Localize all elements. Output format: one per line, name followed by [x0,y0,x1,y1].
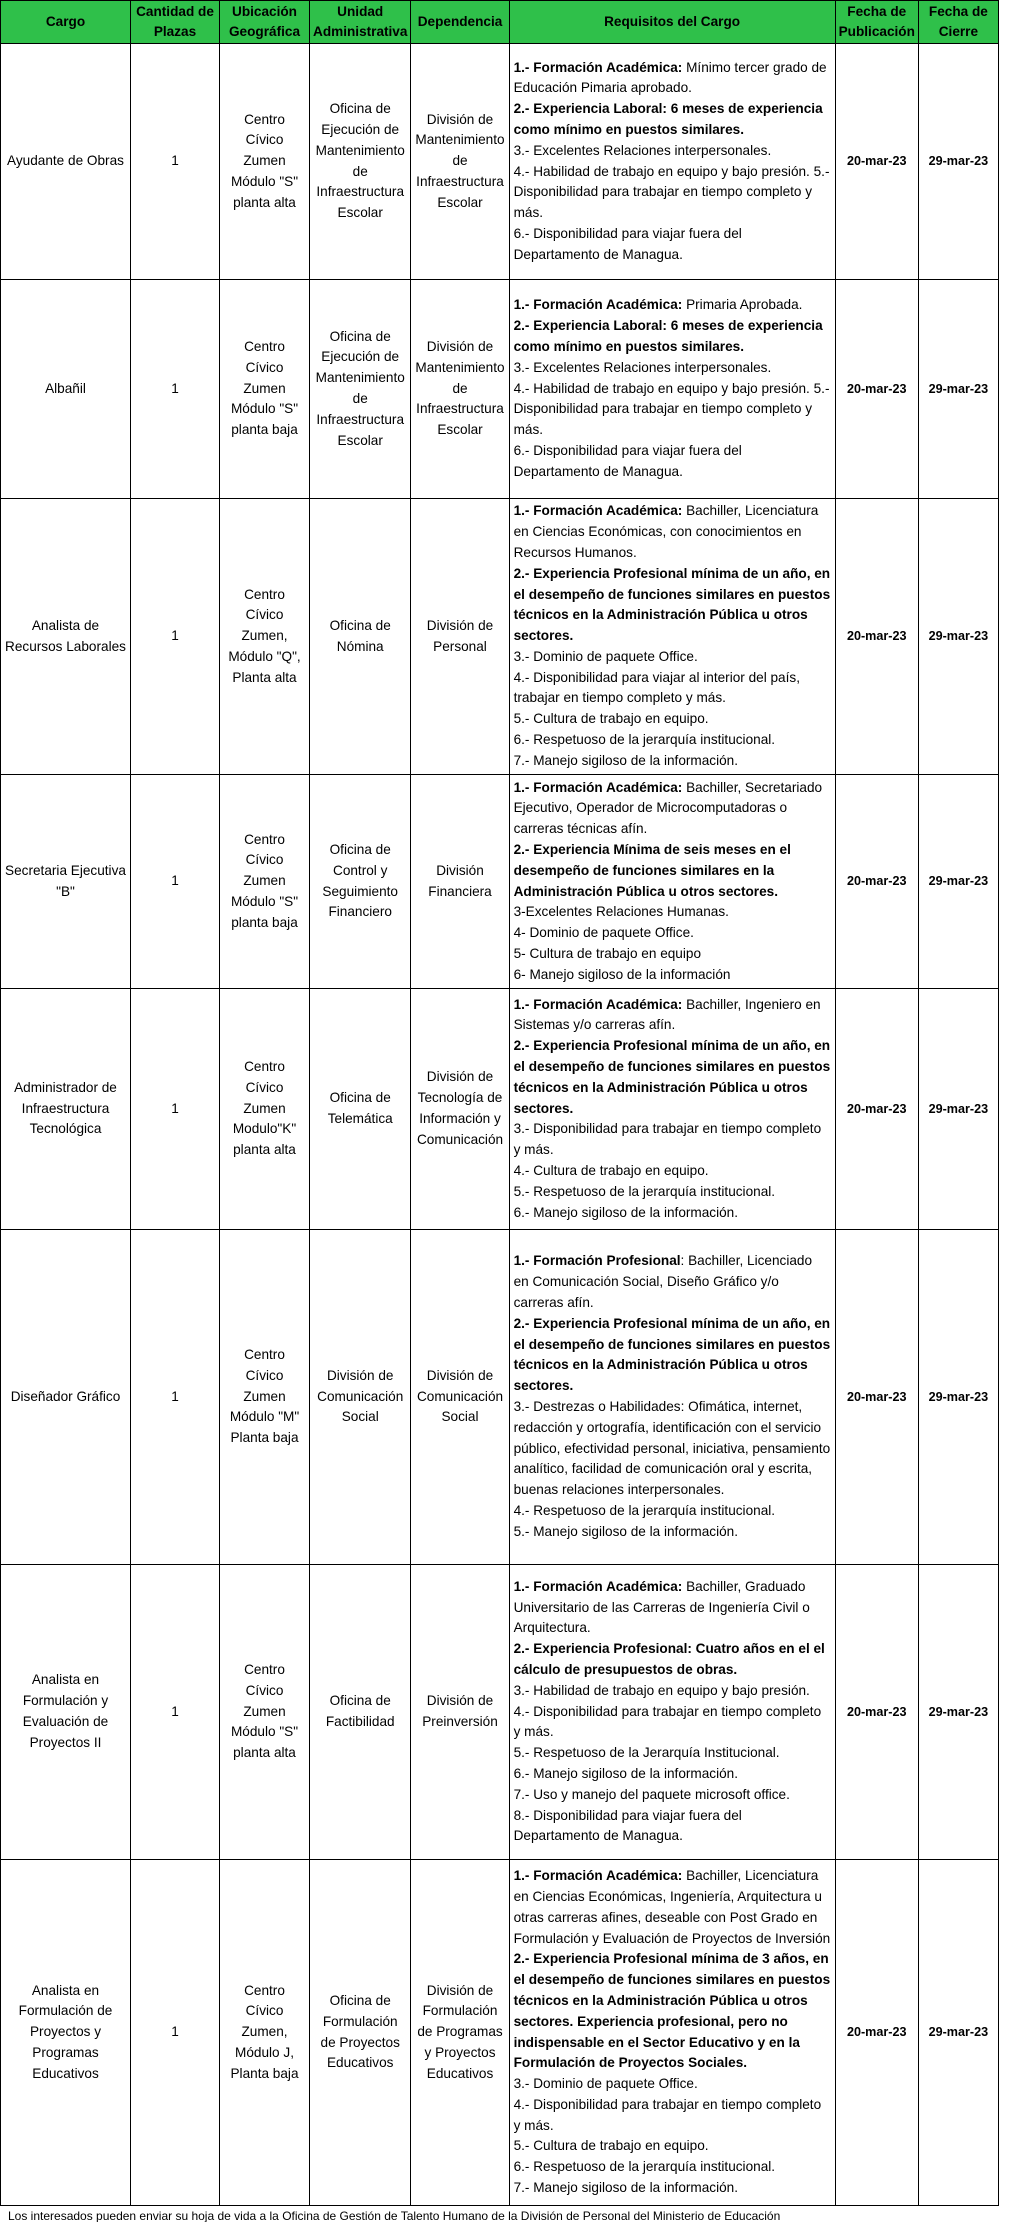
header-cargo: Cargo [1,1,131,44]
cell-cierre: 29-mar-23 [918,1230,998,1565]
header-publicacion: Fecha de Publicación [835,1,918,44]
requirement-text: Bachiller, Licenciatura en Ciencias Económicas, con conocimientos en Recursos Humanos. [513,503,819,560]
requirement-item [514,923,831,944]
requirement-item [514,141,831,162]
cell-cierre: 29-mar-23 [918,1860,998,2206]
cell-publicacion: 20-mar-23 [835,1230,918,1565]
cell-requisitos [509,775,835,989]
cell-plazas: 1 [131,1860,220,2206]
requirement-text: 3.- Excelentes Relaciones interpersonales. [513,359,772,375]
cell-cierre: 29-mar-23 [918,44,998,280]
requirement-item [514,1764,831,1785]
requirement-text: 8.- Disponibilidad para viajar fuera del Departamento de Managua. [513,1807,742,1844]
cell-plazas: 1 [131,499,220,775]
cell-dependencia: División de Preinversión [411,1565,509,1860]
cell-unidad: Oficina de Formulación de Proyectos Educativos [310,1860,411,2206]
cell-ubicacion: Centro Cívico Zumen Modulo"K" planta alta [220,989,310,1230]
requirement-heading: 2.- Experiencia Profesional mínima de un año, en el desempeño de funciones similares en puestos técnicos en la Administración Pública u otros sectores. [513,1038,831,1116]
cell-cierre: 29-mar-23 [918,280,998,499]
header-unidad: Unidad Administrativa [310,1,411,44]
table-row [1,1230,999,1565]
requirement-item [514,2178,831,2199]
cell-cargo: Ayudante de Obras [1,44,131,280]
requirement-text: 6.- Disponibilidad para viajar fuera del Departamento de Managua. [513,225,742,262]
requirement-item [514,1036,831,1119]
header-row [1,1,999,44]
requirement-item [514,316,831,358]
cell-cierre: 29-mar-23 [918,775,998,989]
requirement-item [514,995,831,1037]
cell-dependencia: División de Mantenimiento de Infraestructura Escolar [411,280,509,499]
table-row [1,1565,999,1860]
requirement-text: 6.- Manejo sigiloso de la información. [513,1765,739,1781]
footnote: Los interesados pueden enviar su hoja de vida a la Oficina de Gestión de Talento Humano de la División de Personal del Ministerio de Educación [8,2209,781,2222]
cell-cierre: 29-mar-23 [918,989,998,1230]
requirement-text: 7.- Manejo sigiloso de la información. [513,2180,739,2196]
requirement-heading: 2.- Experiencia Profesional mínima de un año, en el desempeño de funciones similares en puestos técnicos en la Administración Pública u otros sectores. [513,565,831,644]
cell-cargo: Diseñador Gráfico [1,1230,131,1565]
cell-cargo: Analista en Formulación y Evaluación de Proyectos II [1,1565,131,1860]
requirement-heading: 1.- Formación Académica: [513,59,683,75]
requirement-heading: 2.- Experiencia Mínima de seis meses en el desempeño de funciones similares en la Administración Pública u otros sectores. [513,841,791,899]
cell-dependencia: División de Personal [411,499,509,775]
cell-plazas: 1 [131,1565,220,1860]
requirement-text: 4.- Disponibilidad para viajar al interior del país, trabajar en tiempo completo y más. [513,669,800,706]
requirement-text: Primaria Aprobada. [682,297,803,313]
requirement-item [514,1182,831,1203]
requirement-item [514,778,831,840]
requirement-item [514,944,831,965]
requirement-text: 5.- Respetuoso de la Jerarquía Institucional. [513,1745,780,1761]
cell-publicacion: 20-mar-23 [835,775,918,989]
requirement-text: 6.- Respetuoso de la jerarquía institucional. [513,732,776,748]
cell-ubicacion: Centro Cívico Zumen Módulo "S" planta alta [220,44,310,280]
requirement-text: 4.- Disponibilidad para trabajar en tiempo completo y más. [513,2096,822,2133]
requirement-text: 5.- Respetuoso de la jerarquía institucional. [513,1183,776,1199]
cell-unidad: Oficina de Ejecución de Mantenimiento de Infraestructura Escolar [310,280,411,499]
cell-plazas: 1 [131,989,220,1230]
requirement-text: 4- Dominio de paquete Office. [513,925,694,941]
requirement-item [514,2095,831,2137]
requirement-text: 3.- Excelentes Relaciones interpersonales. [513,142,772,158]
requirement-item [514,1161,831,1182]
requirement-item [514,902,831,923]
requirement-heading: 2.- Experiencia Profesional mínima de un año, en el desempeño de funciones similares en puestos técnicos en la Administración Pública u otros sectores. [513,1315,831,1394]
header-ubicacion: Ubicación Geográfica [220,1,310,44]
requirement-item [514,1119,831,1161]
cell-ubicacion: Centro Cívico Zumen Módulo "S" planta baja [220,280,310,499]
requirement-item [514,379,831,441]
cell-requisitos [509,1230,835,1565]
cell-cargo: Administrador de Infraestructura Tecnológica [1,989,131,1230]
requirement-item [514,1702,831,1744]
requirement-item [514,162,831,224]
requirement-heading: 1.- Formación Académica: [513,503,683,519]
cell-dependencia: División de Tecnología de Información y Comunicación [411,989,509,1230]
requirement-item [514,1866,831,1949]
requirement-item [514,58,831,100]
requirement-text: Bachiller, Graduado Universitario de las Carreras de Ingeniería Civil o Arquitectura. [513,1578,810,1636]
table-row [1,280,999,499]
requirement-text: 4.- Respetuoso de la jerarquía institucional. [513,1502,776,1518]
requirement-text: 4.- Cultura de trabajo en equipo. [513,1162,709,1178]
requirement-text: 6- Manejo sigiloso de la información [513,966,731,982]
cell-unidad: Oficina de Control y Seguimiento Financiero [310,775,411,989]
cell-dependencia: División de Comunicación Social [411,1230,509,1565]
requirement-item [514,224,831,266]
requirement-item [514,1785,831,1806]
requirement-text: 5- Cultura de trabajo en equipo [513,945,702,961]
requirement-item [514,1577,831,1639]
cell-cierre: 29-mar-23 [918,499,998,775]
cell-publicacion: 20-mar-23 [835,280,918,499]
cell-requisitos [509,499,835,775]
cell-requisitos [509,44,835,280]
requirement-heading: 2.- Experiencia Profesional mínima de 3 años, en el desempeño de funciones similares en puestos técnicos en la Administración Pública u otros sectores. Experiencia profesional, pero no indispensable en el Sector Educativo y en la Formulación de Proyectos Sociales. [513,1951,831,2071]
header-dependencia: Dependencia [411,1,509,44]
requirement-item [514,840,831,902]
requirement-text: 7.- Uso y manejo del paquete microsoft office. [513,1786,790,1802]
requirement-item [514,2157,831,2178]
requirement-item [514,730,831,751]
cell-plazas: 1 [131,1230,220,1565]
requirement-text: 4.- Habilidad de trabajo en equipo y bajo presión. 5.- Disponibilidad para trabajar en tiempo completo y más. [513,163,830,221]
cell-plazas: 1 [131,44,220,280]
cell-ubicacion: Centro Cívico Zumen, Módulo J, Planta baja [220,1860,310,2206]
requirement-item [514,1522,831,1543]
requirement-text: 5.- Cultura de trabajo en equipo. [513,711,709,727]
requirement-item [514,501,831,563]
cell-cargo: Secretaria Ejecutiva "B" [1,775,131,989]
requirement-item [514,295,831,316]
cell-unidad: Oficina de Ejecución de Mantenimiento de Infraestructura Escolar [310,44,411,280]
cell-cargo: Albañil [1,280,131,499]
cell-dependencia: División Financiera [411,775,509,989]
header-plazas: Cantidad de Plazas [131,1,220,44]
cell-dependencia: División de Mantenimiento de Infraestructura Escolar [411,44,509,280]
requirement-item [514,1397,831,1501]
requirement-heading: 2.- Experiencia Laboral: 6 meses de experiencia como mínimo en puestos similares. [513,318,823,354]
cell-publicacion: 20-mar-23 [835,989,918,1230]
requirement-item [514,358,831,379]
requirement-text: 3.- Dominio de paquete Office. [513,2076,698,2092]
requirement-item [514,1501,831,1522]
header-cierre: Fecha de Cierre [918,1,998,44]
requirement-text: 6.- Manejo sigiloso de la información. [513,1204,739,1220]
requirement-heading: 1.- Formación Académica: [513,1868,683,1884]
header-requisitos: Requisitos del Cargo [509,1,835,44]
requirement-text: 6.- Respetuoso de la jerarquía institucional. [513,2159,776,2175]
requirement-item [514,668,831,710]
requirement-heading: 1.- Formación Académica: [513,996,683,1012]
cell-plazas: 1 [131,280,220,499]
cell-cargo: Analista en Formulación de Proyectos y Programas Educativos [1,1860,131,2206]
requirement-text: Bachiller, Ingeniero en Sistemas y/o carreras afín. [513,996,821,1033]
cell-requisitos [509,1860,835,2206]
requirement-item [514,1949,831,2074]
requirement-text: 5.- Cultura de trabajo en equipo. [513,2138,709,2154]
table-row [1,775,999,989]
requirement-text: 5.- Manejo sigiloso de la información. [513,1523,739,1539]
requirement-text: Bachiller, Licenciatura en Ciencias Económicas, Ingeniería, Arquitectura u otras carreras afines, deseable con Post Grado en Formulación y Evaluación de Proyectos de Inversión [513,1868,831,1946]
table-row [1,1860,999,2206]
requirement-heading: 1.- Formación Académica: [513,297,683,313]
requirement-item [514,965,831,986]
requirement-text: 6.- Disponibilidad para viajar fuera del Departamento de Managua. [513,442,742,479]
requirement-item [514,564,831,647]
cell-ubicacion: Centro Cívico Zumen, Módulo "Q", Planta alta [220,499,310,775]
cell-unidad: Oficina de Nómina [310,499,411,775]
requirement-item [514,1743,831,1764]
cell-cargo: Analista de Recursos Laborales [1,499,131,775]
cell-plazas: 1 [131,775,220,989]
requirement-heading: 2.- Experiencia Profesional: Cuatro años en el el cálculo de presupuestos de obras. [513,1641,825,1677]
cell-ubicacion: Centro Cívico Zumen Módulo "S" planta baja [220,775,310,989]
requirement-item [514,1203,831,1224]
cell-dependencia: División de Formulación de Programas y Proyectos Educativos [411,1860,509,2206]
cell-publicacion: 20-mar-23 [835,499,918,775]
requirement-heading: 1.- Formación Académica: [513,1578,683,1594]
requirement-text: 4.- Disponibilidad para trabajar en tiempo completo y más. [513,1703,822,1740]
table-row [1,989,999,1230]
cell-unidad: Oficina de Factibilidad [310,1565,411,1860]
requirement-item [514,2074,831,2095]
requirement-text: 4.- Habilidad de trabajo en equipo y bajo presión. 5.- Disponibilidad para trabajar en tiempo completo y más. [513,380,830,438]
requirement-text: : Bachiller, Licenciado en Comunicación Social, Diseño Gráfico y/o carreras afín. [513,1253,813,1311]
cell-ubicacion: Centro Cívico Zumen Módulo "S" planta alta [220,1565,310,1860]
requirement-item [514,751,831,772]
requirement-heading: 1.- Formación Profesional [513,1253,681,1269]
requirement-heading: 2.- Experiencia Laboral: 6 meses de experiencia como mínimo en puestos similares. [513,101,823,137]
requirement-item [514,1806,831,1848]
requirement-text: 3.- Destrezas o Habilidades: Ofimática, internet, redacción y ortografía, identificación con el servicio público, efectividad personal, iniciativa, pensamiento analítico, facilidad de comunicación oral y escrita, buenas relaciones interpersonales. [513,1399,831,1498]
requirement-text: 3.- Dominio de paquete Office. [513,648,698,664]
cell-publicacion: 20-mar-23 [835,44,918,280]
cell-ubicacion: Centro Cívico Zumen Módulo "M" Planta baja [220,1230,310,1565]
requirement-text: 3.- Disponibilidad para trabajar en tiempo completo y más. [513,1121,822,1158]
requirement-text: Bachiller, Secretariado Ejecutivo, Operador de Microcomputadoras o carreras técnicas afín. [513,779,823,837]
requirement-item [514,1681,831,1702]
requirement-heading: 1.- Formación Académica: [513,779,683,795]
requirement-item [514,1639,831,1681]
cell-publicacion: 20-mar-23 [835,1860,918,2206]
requirement-item [514,709,831,730]
requirement-text: 3.- Habilidad de trabajo en equipo y bajo presión. [513,1682,810,1698]
requirement-text: Mínimo tercer grado de Educación Pimaria aprobado. [513,59,827,96]
cell-publicacion: 20-mar-23 [835,1565,918,1860]
cell-unidad: Oficina de Telemática [310,989,411,1230]
requirement-item [514,647,831,668]
cell-cierre: 29-mar-23 [918,1565,998,1860]
cell-requisitos [509,1565,835,1860]
requirement-text: 3-Excelentes Relaciones Humanas. [513,904,729,920]
requirement-item [514,441,831,483]
requirement-text: 7.- Manejo sigiloso de la información. [513,752,739,768]
requirement-item [514,2136,831,2157]
cell-unidad: División de Comunicación Social [310,1230,411,1565]
table-row [1,499,999,775]
requirement-item [514,99,831,141]
cell-requisitos [509,989,835,1230]
requirement-item [514,1314,831,1397]
requirement-item [514,1251,831,1313]
cell-requisitos [509,280,835,499]
table-row [1,44,999,280]
